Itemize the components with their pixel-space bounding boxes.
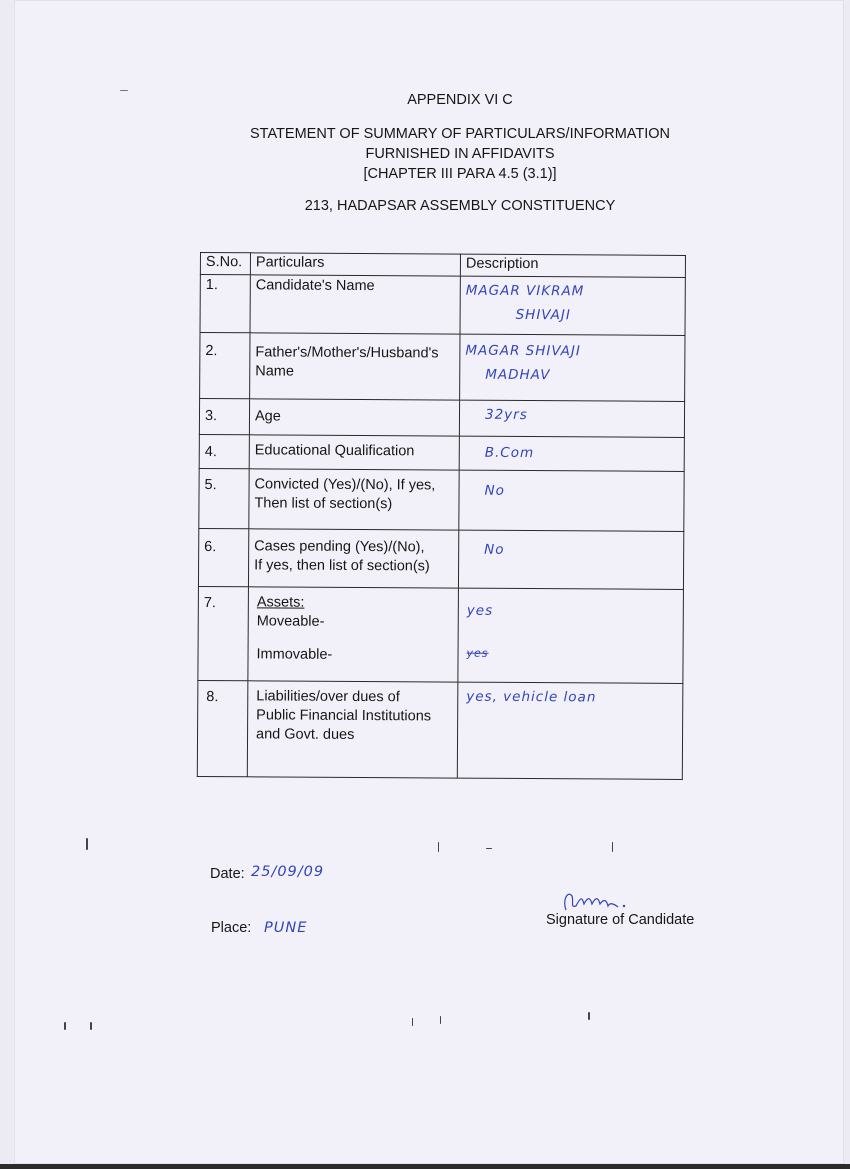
scan-speck xyxy=(86,838,88,850)
table-row xyxy=(197,680,683,779)
description-line: SHIVAJI xyxy=(515,306,571,324)
scan-speck xyxy=(412,1018,413,1026)
moveable-label: Moveable- xyxy=(256,613,325,630)
row-particular xyxy=(247,681,458,778)
statement-line-3: [CHAPTER III PARA 4.5 (3.1)] xyxy=(363,166,557,182)
scan-speck xyxy=(486,848,492,849)
table-row xyxy=(200,275,685,336)
row-particular: Educational Qualification xyxy=(249,435,459,470)
scan-speck xyxy=(440,1016,441,1024)
scan-speck xyxy=(90,1022,92,1030)
particular-line: and Govt. dues xyxy=(256,726,355,743)
table-row xyxy=(199,399,684,438)
statement-line-1: STATEMENT OF SUMMARY OF PARTICULARS/INFORMATION xyxy=(250,126,670,142)
place-label: Place: xyxy=(211,920,252,936)
table-row xyxy=(199,468,684,531)
particulars-table xyxy=(197,252,686,780)
scan-speck xyxy=(64,1022,66,1030)
row-particular xyxy=(248,587,459,682)
constituency-title: 213, HADAPSAR ASSEMBLY CONSTITUENCY xyxy=(304,198,616,214)
row-number: 4. xyxy=(199,434,249,468)
particular-line: Cases pending (Yes)/(No), xyxy=(254,538,425,556)
row-particular: Age xyxy=(249,399,459,436)
particular-line: If yes, then list of section(s) xyxy=(254,557,430,575)
date-value: 25/09/09 xyxy=(251,864,325,880)
signature-caption: Signature of Candidate xyxy=(546,912,695,928)
statement-line-2: FURNISHED IN AFFIDAVITS xyxy=(365,146,555,162)
immovable-label: Immovable- xyxy=(256,646,333,663)
row-number: 1. xyxy=(200,275,250,333)
scan-speck xyxy=(120,90,128,91)
date-label: Date: xyxy=(210,866,245,882)
row-number: 5. xyxy=(199,468,249,528)
row-description: yes, vehicle loan xyxy=(457,682,683,779)
row-description xyxy=(460,334,685,401)
row-description: 32yrs xyxy=(459,400,684,437)
appendix-title: APPENDIX VI C xyxy=(407,92,513,108)
statement-title xyxy=(35,124,850,184)
column-header-description: Description xyxy=(460,254,685,277)
column-header-sno: S.No. xyxy=(200,253,250,275)
row-description xyxy=(458,588,684,683)
particular-line: Public Financial Institutions xyxy=(256,707,432,725)
row-description: No xyxy=(459,470,684,531)
scan-speck xyxy=(588,1012,590,1020)
row-number: 7. xyxy=(198,586,249,680)
description-line: MAGAR SHIVAJI xyxy=(465,342,581,360)
row-description: B.Com xyxy=(459,436,684,471)
particular-line: Then list of section(s) xyxy=(254,495,393,513)
particular-line: Liabilities/over dues of xyxy=(256,688,400,706)
column-header-particulars: Particulars xyxy=(250,253,460,276)
row-description xyxy=(460,276,685,335)
place-value: PUNE xyxy=(264,920,308,936)
description-line: MAGAR VIKRAM xyxy=(465,282,585,300)
row-description: No xyxy=(458,530,683,589)
row-particular xyxy=(249,469,459,530)
moveable-value: yes xyxy=(466,602,494,619)
table-row xyxy=(199,434,684,471)
row-particular: Candidate's Name xyxy=(250,275,460,334)
scan-edge xyxy=(0,1164,850,1169)
particular-line: Convicted (Yes)/(No), If yes, xyxy=(254,476,436,494)
assets-label: Assets: xyxy=(256,594,305,611)
row-number: 2. xyxy=(200,333,250,399)
immovable-value: yes xyxy=(466,646,489,660)
row-particular xyxy=(248,529,458,588)
row-number: 6. xyxy=(198,528,248,586)
row-particular: Father's/Mother's/Husband's Name xyxy=(250,333,460,400)
candidate-signature xyxy=(560,886,630,914)
scan-speck xyxy=(438,842,439,852)
scan-speck xyxy=(612,842,613,852)
row-number: 8. xyxy=(197,680,248,776)
table-row xyxy=(200,333,685,402)
description-line: MADHAV xyxy=(485,366,551,384)
table-row xyxy=(198,528,683,589)
row-number: 3. xyxy=(199,399,249,435)
table-header-row xyxy=(200,253,685,278)
table-row xyxy=(198,586,684,683)
